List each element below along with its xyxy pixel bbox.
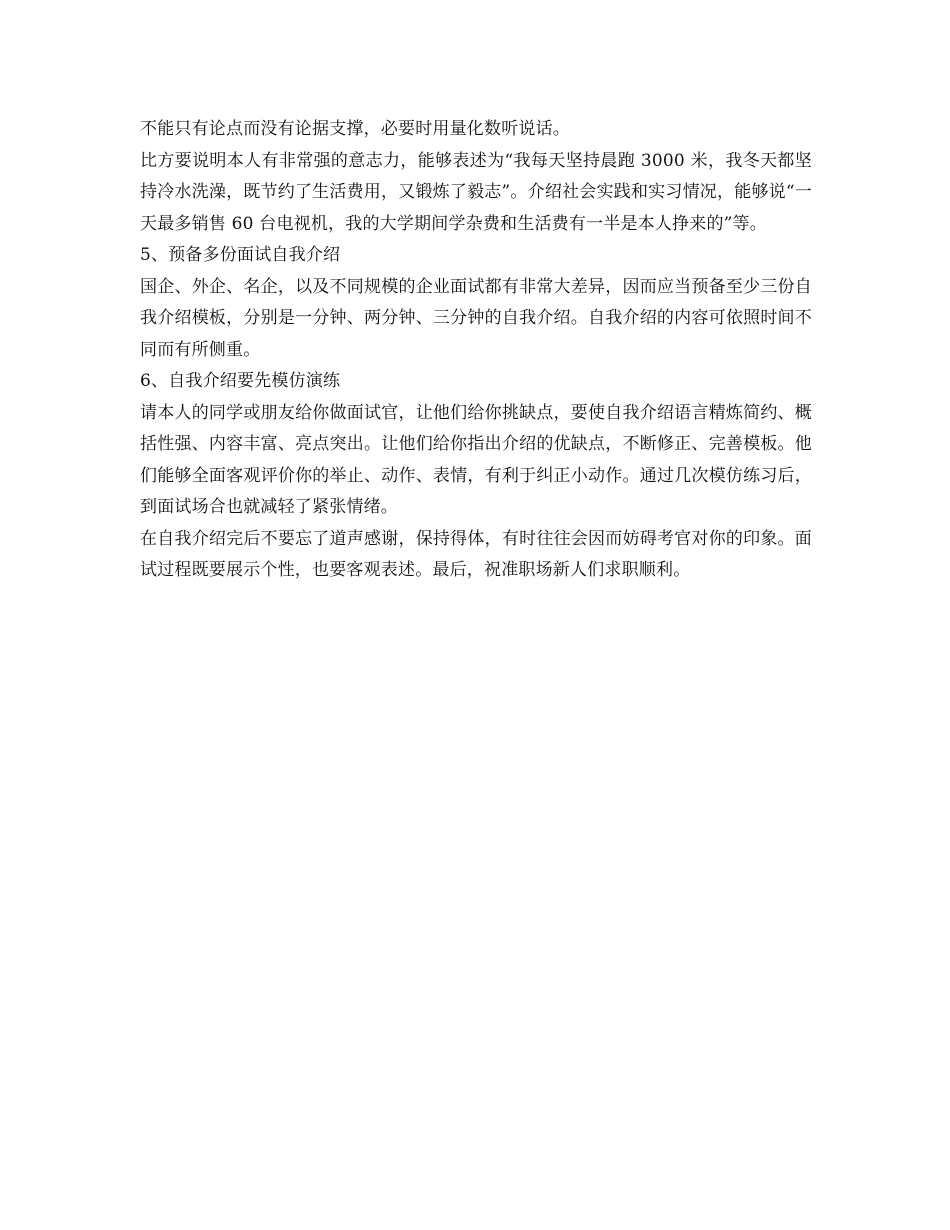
paragraph-willpower-example: 比方要说明本人有非常强的意志力，能够表述为“我每天坚持晨跑 3000 米，我冬天都坚持冷水洗澡，既节约了生活费用，又锻炼了毅志”。介绍社会实践和实习情况，能够说“一天最多销售 60 台电视机，我的大学期间学杂费和生活费有一半是本人挣来的”等。: [140, 150, 812, 234]
paragraph-evidence: 不能只有论点而没有论据支撑，必要时用量化数听说话。: [140, 119, 570, 139]
section-heading-5: 5、预备多份面试自我介绍: [140, 245, 341, 265]
paragraph-closing: 在自我介绍完后不要忘了道声感谢，保持得体，有时往往会因而妨碍考官对你的印象。面试过程既要展示个性，也要客观表述。最后，祝准职场新人们求职顺利。: [140, 528, 812, 580]
section-heading-6: 6、自我介绍要先模仿演练: [140, 371, 341, 391]
document-body: [140, 114, 812, 587]
paragraph-practice: 请本人的同学或朋友给你做面试官，让他们给你挑缺点，要使自我介绍语言精炼简约、概括性强、内容丰富、亮点突出。让他们给你指出介绍的优缺点，不断修正、完善模板。他们能够全面客观评价你的举止、动作、表情，有利于纠正小动作。通过几次模仿练习后，到面试场合也就减轻了紧张情绪。: [140, 402, 812, 517]
paragraph-multiple-templates: 国企、外企、名企，以及不同规模的企业面试都有非常大差异，因而应当预备至少三份自我介绍模板，分别是一分钟、两分钟、三分钟的自我介绍。自我介绍的内容可依照时间不同而有所侧重。: [140, 276, 812, 360]
